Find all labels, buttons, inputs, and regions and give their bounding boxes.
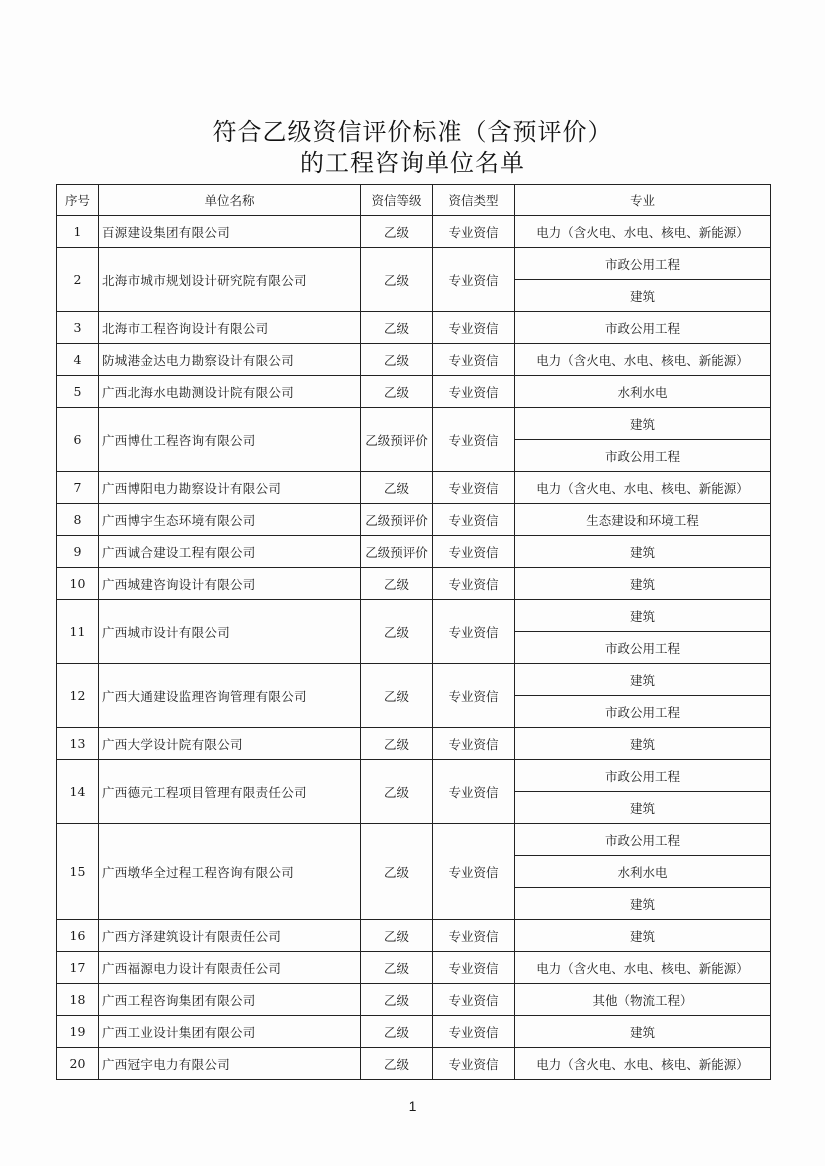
cell-qualification-level: 乙级 (361, 568, 433, 600)
header-specialty: 专业 (515, 185, 771, 216)
cell-serial-number: 9 (57, 536, 99, 568)
table-header-row (57, 185, 771, 216)
cell-specialty: 市政公用工程 (515, 760, 771, 792)
table-row (57, 1016, 771, 1048)
cell-specialty: 市政公用工程 (515, 824, 771, 856)
cell-qualification-type: 专业资信 (433, 568, 515, 600)
table-row (57, 312, 771, 344)
cell-qualification-level: 乙级 (361, 984, 433, 1016)
table-row (57, 344, 771, 376)
cell-unit-name: 广西北海水电勘测设计院有限公司 (99, 376, 361, 408)
table-row (57, 1048, 771, 1080)
header-qualification-type: 资信类型 (433, 185, 515, 216)
cell-qualification-type: 专业资信 (433, 984, 515, 1016)
cell-serial-number: 13 (57, 728, 99, 760)
cell-qualification-type: 专业资信 (433, 600, 515, 664)
cell-specialty: 电力（含火电、水电、核电、新能源） (515, 1048, 771, 1080)
cell-qualification-level: 乙级 (361, 376, 433, 408)
table-row (57, 376, 771, 408)
cell-qualification-type: 专业资信 (433, 1016, 515, 1048)
cell-specialty: 水利水电 (515, 376, 771, 408)
table-row (57, 824, 771, 856)
cell-qualification-level: 乙级 (361, 1016, 433, 1048)
cell-specialty: 电力（含火电、水电、核电、新能源） (515, 344, 771, 376)
table-row (57, 408, 771, 440)
cell-unit-name: 广西诚合建设工程有限公司 (99, 536, 361, 568)
cell-qualification-type: 专业资信 (433, 664, 515, 728)
cell-qualification-type: 专业资信 (433, 408, 515, 472)
cell-qualification-level: 乙级 (361, 728, 433, 760)
cell-qualification-type: 专业资信 (433, 312, 515, 344)
table-row (57, 504, 771, 536)
cell-qualification-type: 专业资信 (433, 728, 515, 760)
cell-specialty: 其他（物流工程） (515, 984, 771, 1016)
cell-specialty: 建筑 (515, 408, 771, 440)
cell-serial-number: 16 (57, 920, 99, 952)
cell-unit-name: 广西方泽建筑设计有限责任公司 (99, 920, 361, 952)
cell-serial-number: 7 (57, 472, 99, 504)
cell-qualification-level: 乙级 (361, 760, 433, 824)
cell-serial-number: 10 (57, 568, 99, 600)
cell-serial-number: 6 (57, 408, 99, 472)
cell-qualification-level: 乙级 (361, 664, 433, 728)
cell-qualification-level: 乙级 (361, 920, 433, 952)
cell-specialty: 市政公用工程 (515, 312, 771, 344)
page-number: 1 (408, 1098, 417, 1114)
cell-qualification-level: 乙级 (361, 472, 433, 504)
table-row (57, 728, 771, 760)
cell-specialty: 市政公用工程 (515, 440, 771, 472)
table-row (57, 536, 771, 568)
cell-specialty: 建筑 (515, 568, 771, 600)
cell-unit-name: 防城港金达电力勘察设计有限公司 (99, 344, 361, 376)
cell-serial-number: 14 (57, 760, 99, 824)
cell-unit-name: 百源建设集团有限公司 (99, 216, 361, 248)
cell-specialty: 建筑 (515, 600, 771, 632)
cell-specialty: 市政公用工程 (515, 248, 771, 280)
cell-serial-number: 17 (57, 952, 99, 984)
cell-serial-number: 15 (57, 824, 99, 920)
cell-qualification-level: 乙级 (361, 216, 433, 248)
cell-qualification-type: 专业资信 (433, 920, 515, 952)
header-unit-name: 单位名称 (99, 185, 361, 216)
cell-unit-name: 北海市城市规划设计研究院有限公司 (99, 248, 361, 312)
cell-qualification-level: 乙级 (361, 824, 433, 920)
cell-serial-number: 19 (57, 1016, 99, 1048)
document-title-line-2: 的工程咨询单位名单 (300, 149, 525, 177)
cell-qualification-level: 乙级 (361, 248, 433, 312)
table-row (57, 600, 771, 632)
cell-specialty: 水利水电 (515, 856, 771, 888)
cell-unit-name: 广西福源电力设计有限责任公司 (99, 952, 361, 984)
cell-serial-number: 5 (57, 376, 99, 408)
cell-specialty: 生态建设和环境工程 (515, 504, 771, 536)
header-qualification-level: 资信等级 (361, 185, 433, 216)
cell-specialty: 建筑 (515, 728, 771, 760)
cell-serial-number: 11 (57, 600, 99, 664)
cell-specialty: 建筑 (515, 792, 771, 824)
cell-qualification-type: 专业资信 (433, 504, 515, 536)
cell-unit-name: 广西城市设计有限公司 (99, 600, 361, 664)
cell-qualification-type: 专业资信 (433, 824, 515, 920)
table-row (57, 472, 771, 504)
cell-qualification-level: 乙级预评价 (361, 408, 433, 472)
cell-unit-name: 广西城建咨询设计有限公司 (99, 568, 361, 600)
table-row (57, 920, 771, 952)
cell-unit-name: 广西德元工程项目管理有限责任公司 (99, 760, 361, 824)
cell-qualification-type: 专业资信 (433, 472, 515, 504)
cell-serial-number: 1 (57, 216, 99, 248)
cell-qualification-level: 乙级预评价 (361, 536, 433, 568)
cell-qualification-level: 乙级 (361, 600, 433, 664)
cell-specialty: 建筑 (515, 536, 771, 568)
cell-specialty: 市政公用工程 (515, 632, 771, 664)
table-row (57, 984, 771, 1016)
table-row (57, 216, 771, 248)
cell-unit-name: 广西博仕工程咨询有限公司 (99, 408, 361, 472)
cell-unit-name: 广西博阳电力勘察设计有限公司 (99, 472, 361, 504)
cell-qualification-level: 乙级 (361, 344, 433, 376)
cell-specialty: 市政公用工程 (515, 696, 771, 728)
cell-qualification-type: 专业资信 (433, 376, 515, 408)
cell-qualification-level: 乙级预评价 (361, 504, 433, 536)
cell-unit-name: 广西墩华全过程工程咨询有限公司 (99, 824, 361, 920)
cell-qualification-type: 专业资信 (433, 952, 515, 984)
cell-specialty: 电力（含火电、水电、核电、新能源） (515, 472, 771, 504)
cell-unit-name: 广西大学设计院有限公司 (99, 728, 361, 760)
document-title-line-1: 符合乙级资信评价标准（含预评价） (212, 118, 613, 146)
cell-qualification-level: 乙级 (361, 952, 433, 984)
table-body (57, 216, 771, 1080)
cell-qualification-type: 专业资信 (433, 344, 515, 376)
cell-unit-name: 广西工业设计集团有限公司 (99, 1016, 361, 1048)
table-row (57, 760, 771, 792)
cell-serial-number: 8 (57, 504, 99, 536)
cell-qualification-type: 专业资信 (433, 1048, 515, 1080)
cell-serial-number: 12 (57, 664, 99, 728)
cell-specialty: 建筑 (515, 664, 771, 696)
table-row (57, 664, 771, 696)
cell-specialty: 建筑 (515, 280, 771, 312)
cell-serial-number: 2 (57, 248, 99, 312)
cell-specialty: 建筑 (515, 888, 771, 920)
cell-serial-number: 4 (57, 344, 99, 376)
table-row (57, 248, 771, 280)
cell-unit-name: 广西工程咨询集团有限公司 (99, 984, 361, 1016)
cell-qualification-type: 专业资信 (433, 248, 515, 312)
cell-qualification-type: 专业资信 (433, 536, 515, 568)
table-row (57, 568, 771, 600)
cell-serial-number: 20 (57, 1048, 99, 1080)
cell-specialty: 建筑 (515, 920, 771, 952)
cell-qualification-level: 乙级 (361, 312, 433, 344)
cell-unit-name: 广西冠宇电力有限公司 (99, 1048, 361, 1080)
cell-serial-number: 3 (57, 312, 99, 344)
unit-list-table (56, 184, 771, 1080)
cell-serial-number: 18 (57, 984, 99, 1016)
table-row (57, 952, 771, 984)
cell-specialty: 电力（含火电、水电、核电、新能源） (515, 216, 771, 248)
header-serial-number: 序号 (57, 185, 99, 216)
cell-unit-name: 广西大通建设监理咨询管理有限公司 (99, 664, 361, 728)
cell-qualification-level: 乙级 (361, 1048, 433, 1080)
cell-specialty: 电力（含火电、水电、核电、新能源） (515, 952, 771, 984)
cell-qualification-type: 专业资信 (433, 760, 515, 824)
cell-specialty: 建筑 (515, 1016, 771, 1048)
cell-unit-name: 北海市工程咨询设计有限公司 (99, 312, 361, 344)
cell-qualification-type: 专业资信 (433, 216, 515, 248)
cell-unit-name: 广西博宇生态环境有限公司 (99, 504, 361, 536)
